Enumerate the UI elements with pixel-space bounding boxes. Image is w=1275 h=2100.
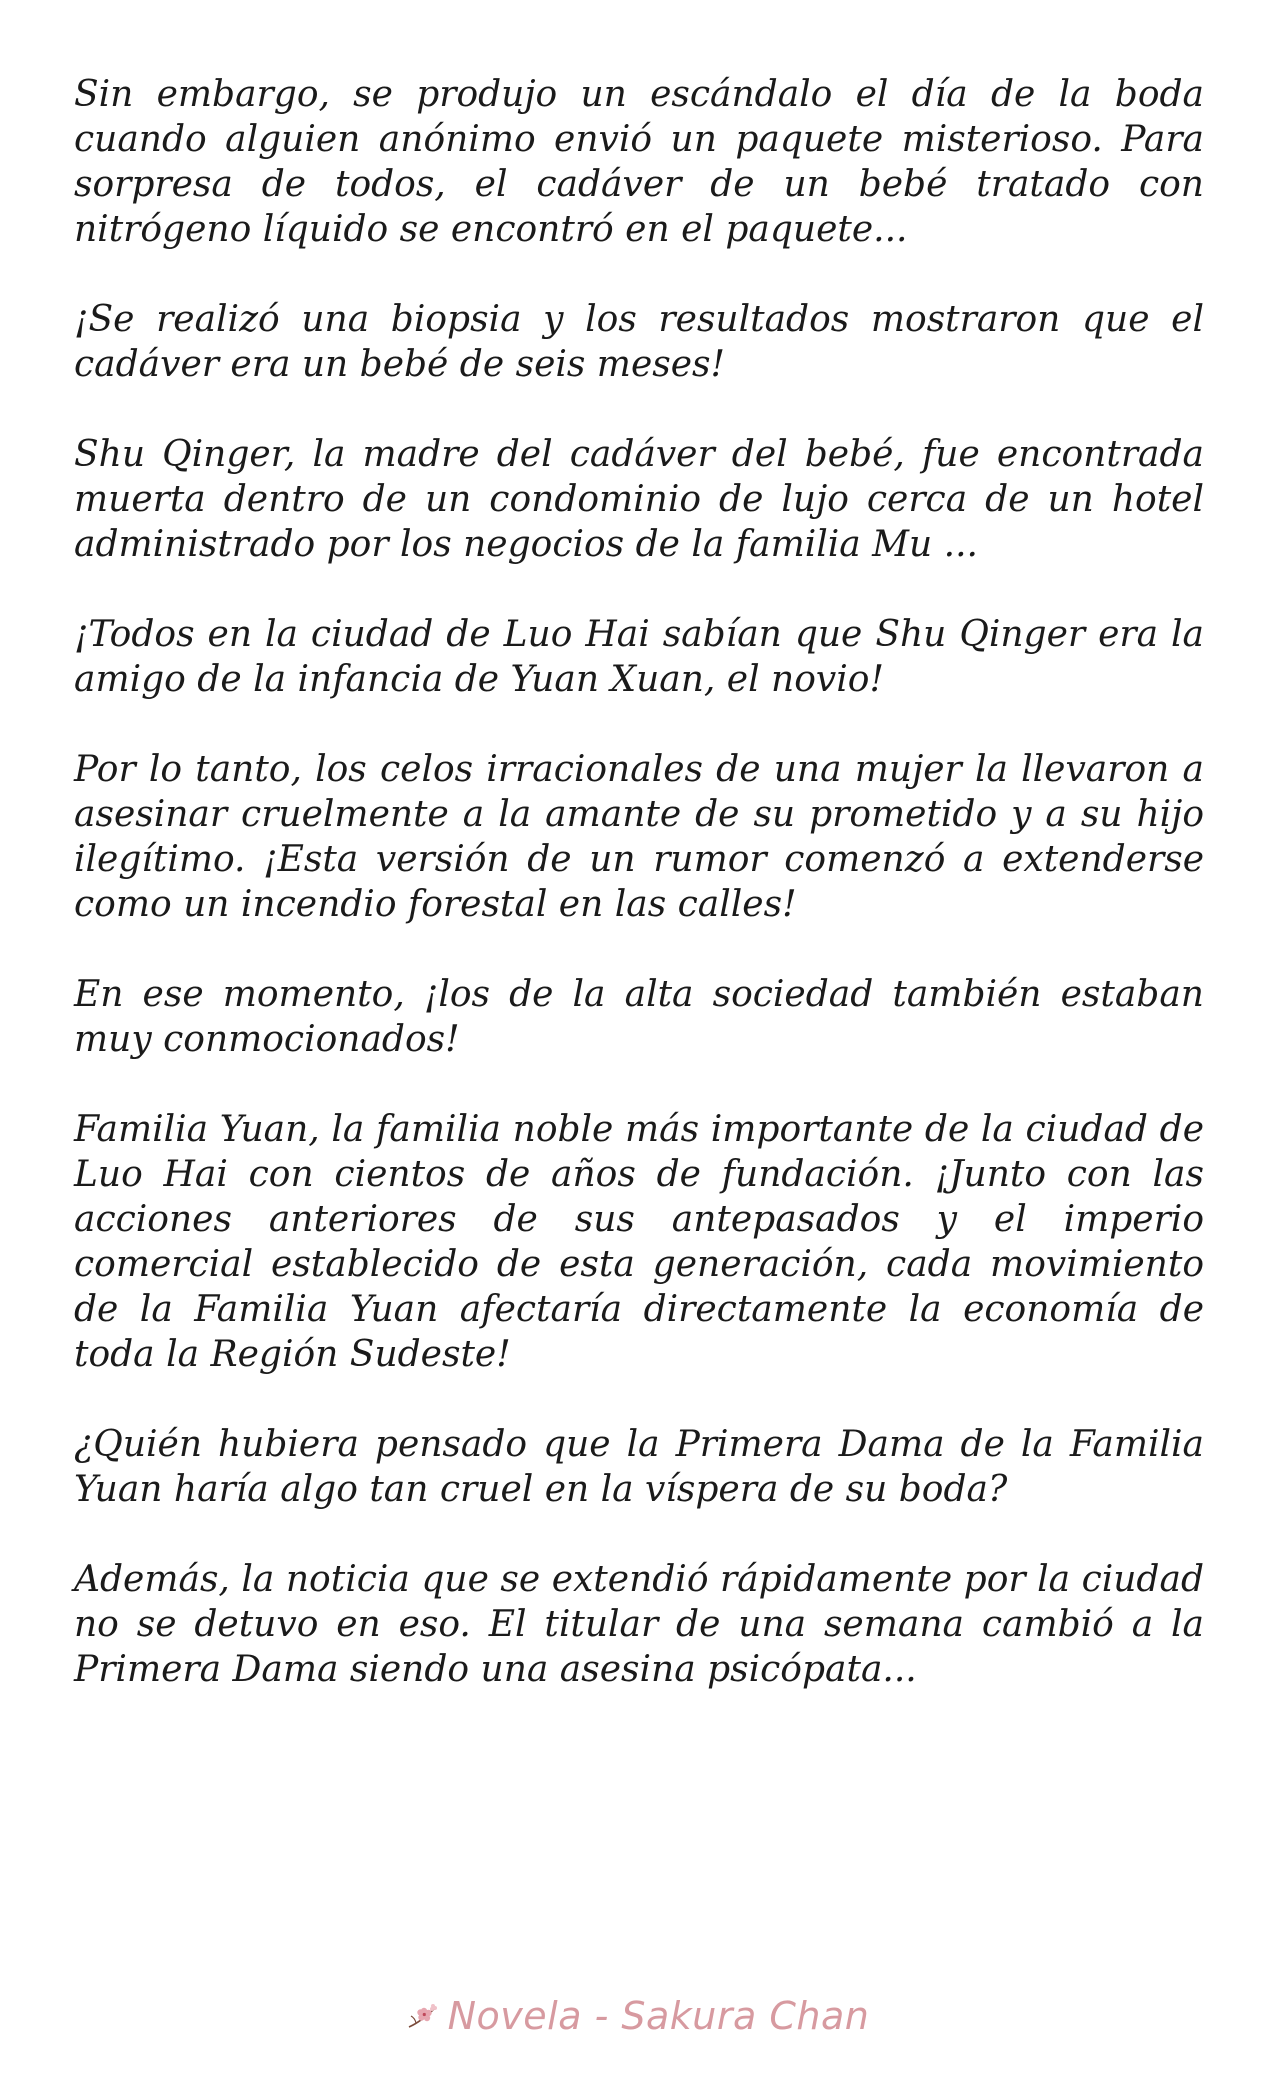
paragraph-9: Además, la noticia que se extendió rápidamente por la ciudad no se detuvo en eso. El titular de una semana cambió a la Primera Dama siendo una asesina psicópata...	[74, 1559, 1204, 1690]
paragraph-6: En ese momento, ¡los de la alta sociedad también estaban muy conmocionados!	[74, 974, 1204, 1060]
sakura-flower-icon	[406, 1999, 440, 2033]
footer-watermark	[0, 1986, 1275, 2046]
paragraph-1: Sin embargo, se produjo un escándalo el día de la boda cuando alguien anónimo envió un paquete misterioso. Para sorpresa de todos, el cadáver de un bebé tratado con nitrógeno líquido se encontró en el paquete...	[74, 74, 1204, 250]
footer-text: Novela - Sakura Chan	[447, 1994, 870, 2038]
paragraph-7: Familia Yuan, la familia noble más importante de la ciudad de Luo Hai con cientos de años de fundación. ¡Junto con las acciones anteriores de sus antepasados y el imperio comercial establecido de esta generación, cada movimiento de la Familia Yuan afectaría directamente la economía de toda la Región Sudeste!	[74, 1109, 1204, 1375]
document-body	[74, 72, 1204, 1737]
paragraph-2: ¡Se realizó una biopsia y los resultados mostraron que el cadáver era un bebé de seis meses!	[74, 299, 1204, 385]
paragraph-5: Por lo tanto, los celos irracionales de una mujer la llevaron a asesinar cruelmente a la amante de su prometido y a su hijo ilegítimo. ¡Esta versión de un rumor comenzó a extenderse como un incendio forestal en las calles!	[74, 749, 1204, 925]
paragraph-3: Shu Qinger, la madre del cadáver del bebé, fue encontrada muerta dentro de un condominio de lujo cerca de un hotel administrado por los negocios de la familia Mu ...	[74, 434, 1204, 565]
paragraph-8: ¿Quién hubiera pensado que la Primera Dama de la Familia Yuan haría algo tan cruel en la víspera de su boda?	[74, 1424, 1204, 1510]
paragraph-4: ¡Todos en la ciudad de Luo Hai sabían que Shu Qinger era la amigo de la infancia de Yuan Xuan, el novio!	[74, 614, 1204, 700]
